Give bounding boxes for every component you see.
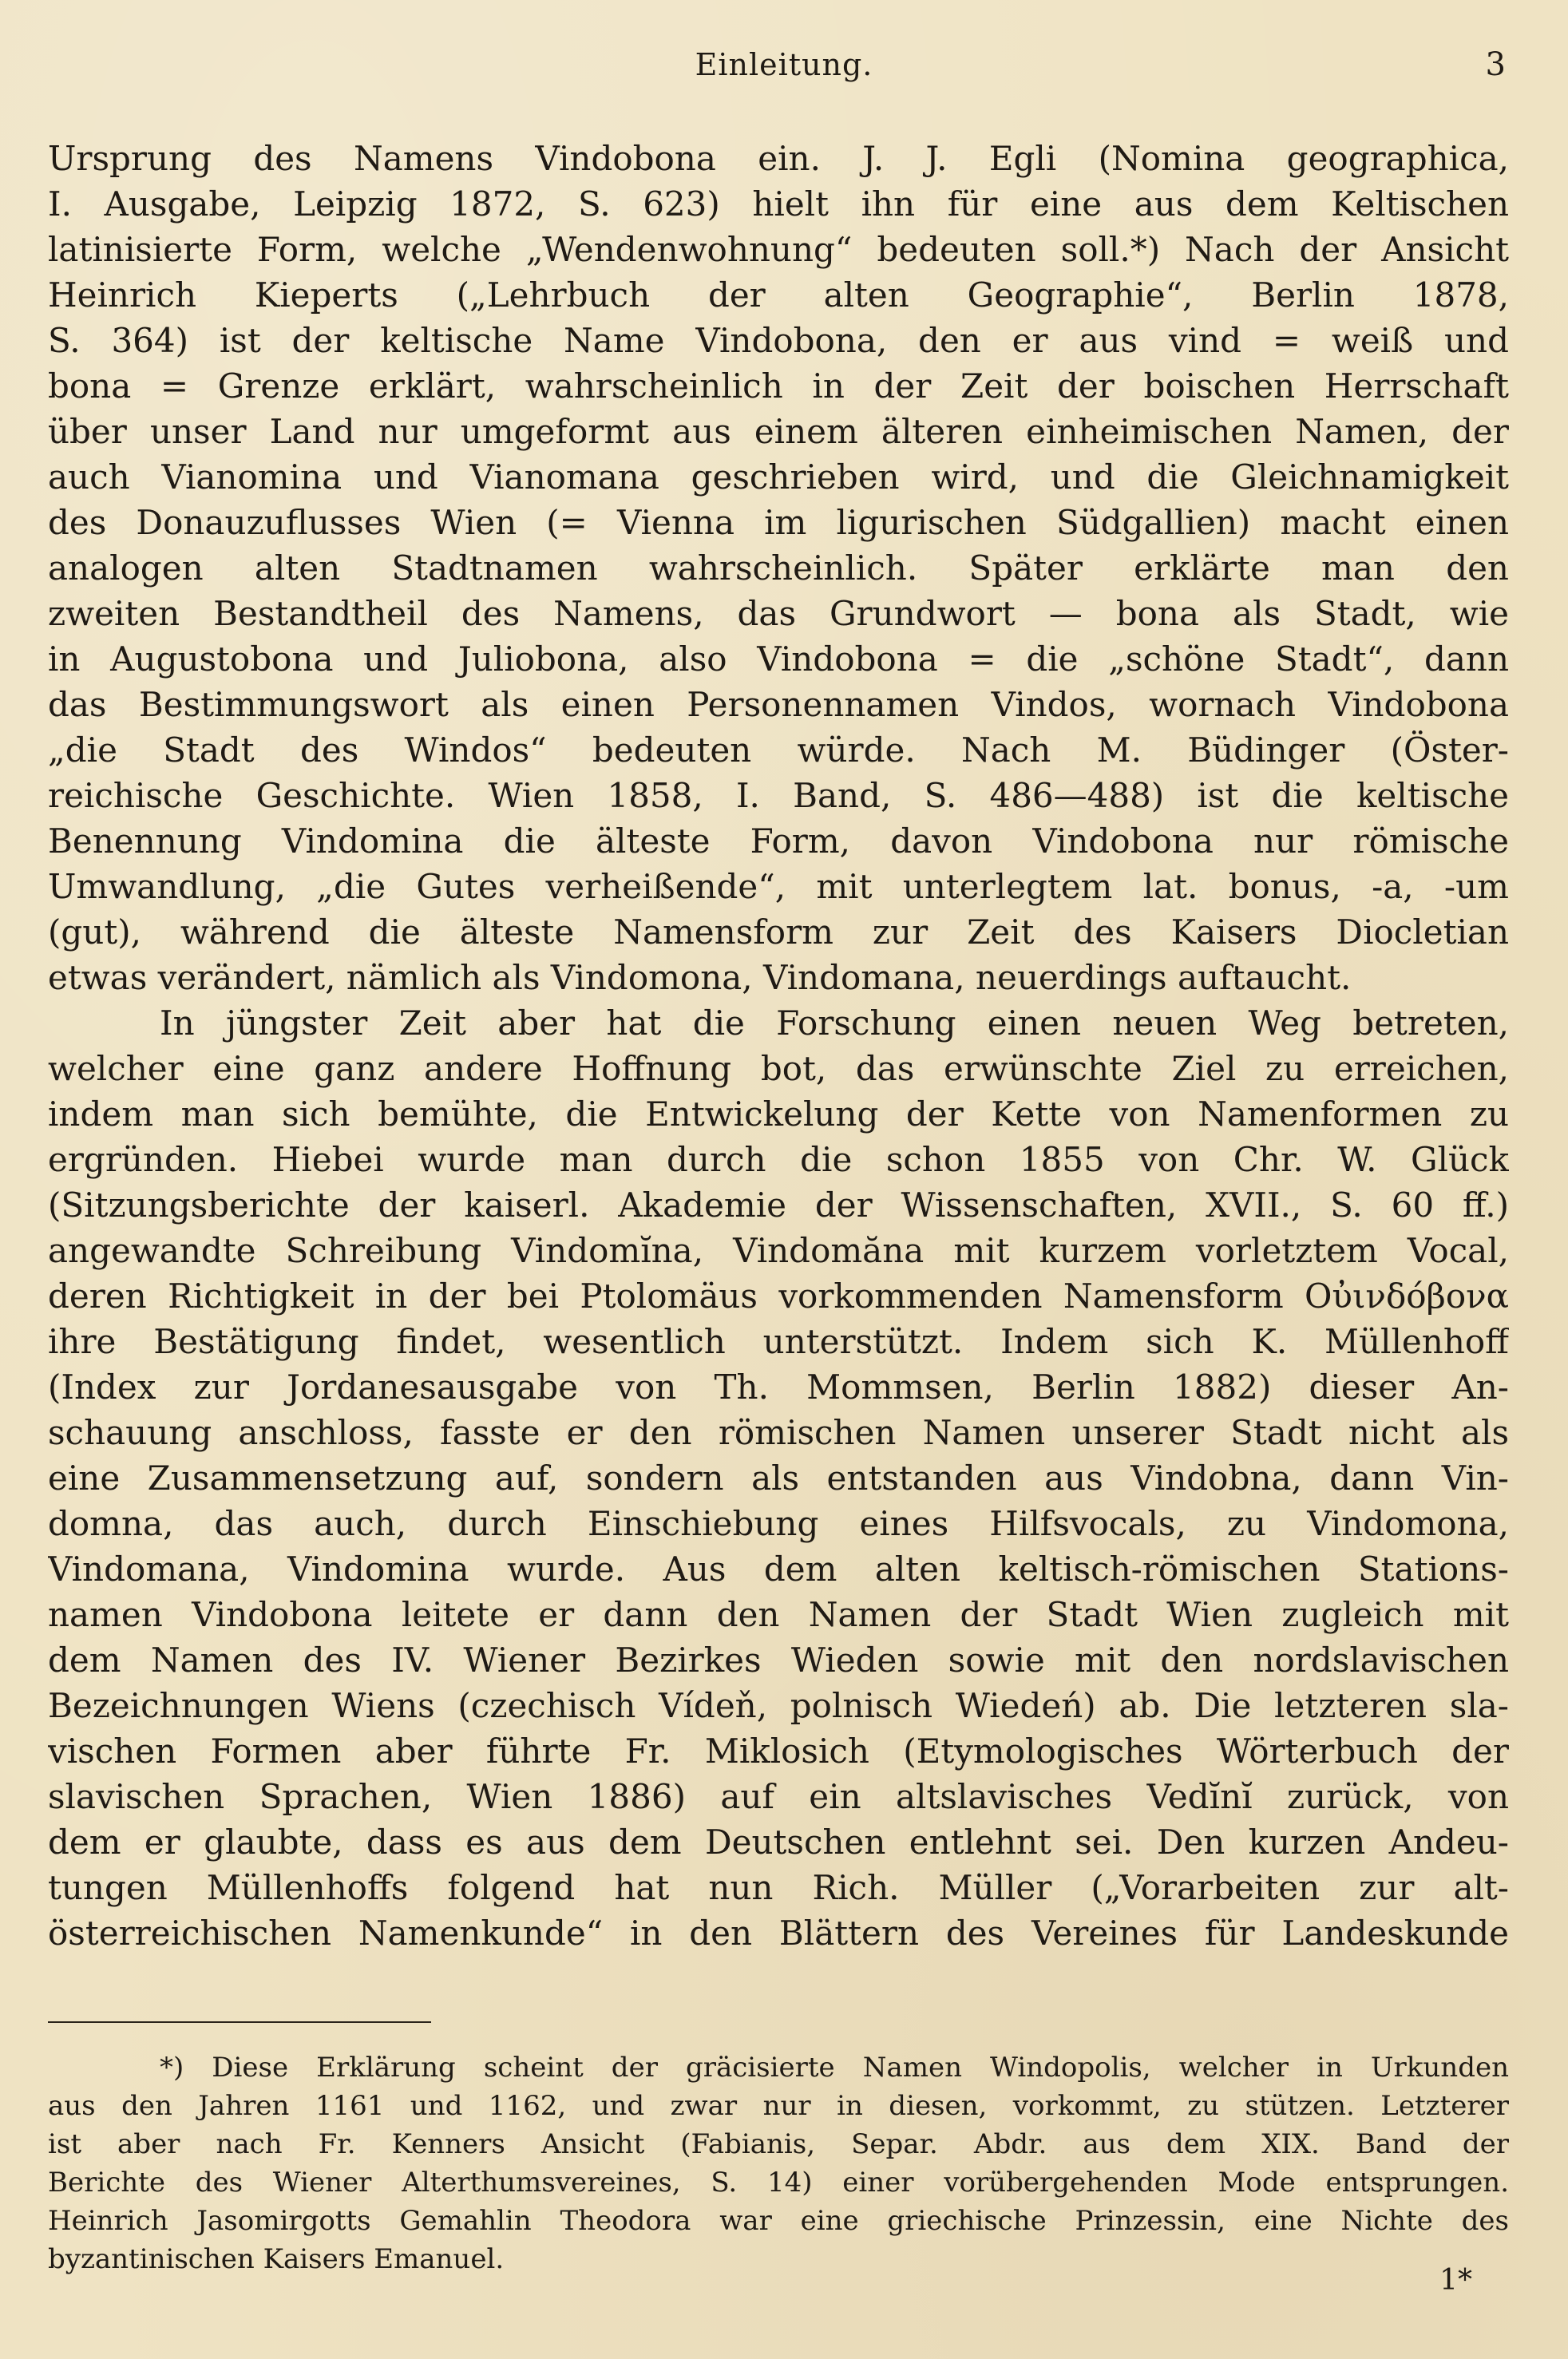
- text-line: Umwandlung, „die Gutes verheißende“, mit unterlegtem lat. bonus, -a, -um: [48, 867, 1509, 906]
- text-line: Bezeichnungen Wiens (czechisch Vídeň, polnisch Wiedeń) ab. Die letzteren sla-: [48, 1686, 1509, 1725]
- body-text: [48, 136, 1509, 1956]
- footnote-line: ist aber nach Fr. Kenners Ansicht (Fabianis, Separ. Abdr. aus dem XIX. Band der: [48, 2128, 1509, 2160]
- text-line: österreichischen Namenkunde“ in den Blättern des Vereines für Landeskunde: [48, 1914, 1509, 1953]
- footnote-divider: [48, 2021, 431, 2023]
- signature-mark: 1*: [1439, 2264, 1472, 2297]
- text-line: indem man sich bemühte, die Entwickelung der Kette von Namenformen zu: [48, 1094, 1509, 1134]
- text-line: (gut), während die älteste Namensform zur Zeit des Kaisers Diocletian: [48, 912, 1509, 952]
- text-line: schauung anschloss, fasste er den römischen Namen unserer Stadt nicht als: [48, 1413, 1509, 1452]
- text-line: das Bestimmungswort als einen Personennamen Vindos, wornach Vindobona: [48, 685, 1509, 724]
- text-line: domna, das auch, durch Einschiebung eines Hilfsvocals, zu Vindomona,: [48, 1504, 1509, 1543]
- text-line: vischen Formen aber führte Fr. Miklosich (Etymologisches Wörterbuch der: [48, 1732, 1509, 1771]
- page-number: 3: [1485, 46, 1506, 83]
- running-title: Einleitung.: [695, 47, 873, 82]
- text-line: in Augustobona und Juliobona, also Vindobona = die „schöne Stadt“, dann: [48, 639, 1509, 679]
- text-line: S. 364) ist der keltische Name Vindobona, den er aus vind = weiß und: [48, 321, 1509, 360]
- footnote-line: Berichte des Wiener Alterthumsvereines, S. 14) einer vorübergehenden Mode entsprungen.: [48, 2167, 1509, 2199]
- text-line: zweiten Bestandtheil des Namens, das Grundwort — bona als Stadt, wie: [48, 594, 1509, 633]
- text-line: (Sitzungsberichte der kaiserl. Akademie der Wissenschaften, XVII., S. 60 ff.): [48, 1185, 1509, 1225]
- text-line: reichische Geschichte. Wien 1858, I. Band, S. 486—488) ist die keltische: [48, 776, 1509, 815]
- text-line: namen Vindobona leitete er dann den Namen der Stadt Wien zugleich mit: [48, 1595, 1509, 1634]
- text-line: dem er glaubte, dass es aus dem Deutschen entlehnt sei. Den kurzen Andeu-: [48, 1823, 1509, 1862]
- text-line: über unser Land nur umgeformt aus einem älteren einheimischen Namen, der: [48, 412, 1509, 451]
- text-line: Ursprung des Namens Vindobona ein. J. J. Egli (Nomina geographica,: [48, 139, 1509, 178]
- running-head: [0, 45, 1568, 85]
- paragraph-start-line: In jüngster Zeit aber hat die Forschung einen neuen Weg betreten,: [160, 1003, 1509, 1043]
- footnote-line: *) Diese Erklärung scheint der gräcisierte Namen Windopolis, welcher in Urkunden: [160, 2052, 1509, 2084]
- text-line: dem Namen des IV. Wiener Bezirkes Wieden sowie mit den nordslavischen: [48, 1641, 1509, 1680]
- text-line: bona = Grenze erklärt, wahrscheinlich in der Zeit der boischen Herrschaft: [48, 366, 1509, 406]
- text-line: ergründen. Hiebei wurde man durch die schon 1855 von Chr. W. Glück: [48, 1140, 1509, 1179]
- text-line: tungen Müllenhoffs folgend hat nun Rich. Müller („Vorarbeiten zur alt-: [48, 1868, 1509, 1907]
- text-line: etwas verändert, nämlich als Vindomona, Vindomana, neuerdings auftaucht.: [48, 958, 1352, 997]
- text-line: deren Richtigkeit in der bei Ptolomäus vorkommenden Namensform Οὐινδόβονα: [48, 1276, 1509, 1316]
- text-line: des Donauzuflusses Wien (= Vienna im ligurischen Südgallien) macht einen: [48, 503, 1509, 542]
- text-line: Benennung Vindomina die älteste Form, davon Vindobona nur römische: [48, 821, 1509, 861]
- text-line: auch Vianomina und Vianomana geschrieben wird, und die Gleichnamigkeit: [48, 457, 1509, 497]
- text-line: angewandte Schreibung Vindomĭna, Vindomăna mit kurzem vorletztem Vocal,: [48, 1231, 1509, 1270]
- footnote-block: [48, 2048, 1509, 2278]
- text-line: welcher eine ganz andere Hoffnung bot, das erwünschte Ziel zu erreichen,: [48, 1049, 1509, 1088]
- text-line: Vindomana, Vindomina wurde. Aus dem alten keltisch-römischen Stations-: [48, 1550, 1509, 1589]
- text-line: eine Zusammensetzung auf, sondern als entstanden aus Vindobna, dann Vin-: [48, 1459, 1509, 1498]
- text-line: „die Stadt des Windos“ bedeuten würde. Nach M. Büdinger (Öster-: [48, 730, 1509, 770]
- footnote-line: aus den Jahren 1161 und 1162, und zwar nur in diesen, vorkommt, zu stützen. Letzterer: [48, 2090, 1509, 2122]
- text-line: ihre Bestätigung findet, wesentlich unterstützt. Indem sich K. Müllenhoff: [48, 1322, 1509, 1361]
- text-line: I. Ausgabe, Leipzig 1872, S. 623) hielt ihn für eine aus dem Keltischen: [48, 184, 1509, 224]
- footnote-line: byzantinischen Kaisers Emanuel.: [48, 2243, 505, 2275]
- text-line: (Index zur Jordanesausgabe von Th. Mommsen, Berlin 1882) dieser An-: [48, 1368, 1509, 1407]
- text-line: analogen alten Stadtnamen wahrscheinlich. Später erklärte man den: [48, 548, 1509, 588]
- text-line: slavischen Sprachen, Wien 1886) auf ein altslavisches Vedĭnĭ zurück, von: [48, 1777, 1509, 1816]
- footnote-line: Heinrich Jasomirgotts Gemahlin Theodora war eine griechische Prinzessin, eine Nichte des: [48, 2205, 1509, 2237]
- text-line: Heinrich Kieperts („Lehrbuch der alten Geographie“, Berlin 1878,: [48, 275, 1509, 315]
- text-line: latinisierte Form, welche „Wendenwohnung“ bedeuten soll.*) Nach der Ansicht: [48, 230, 1509, 269]
